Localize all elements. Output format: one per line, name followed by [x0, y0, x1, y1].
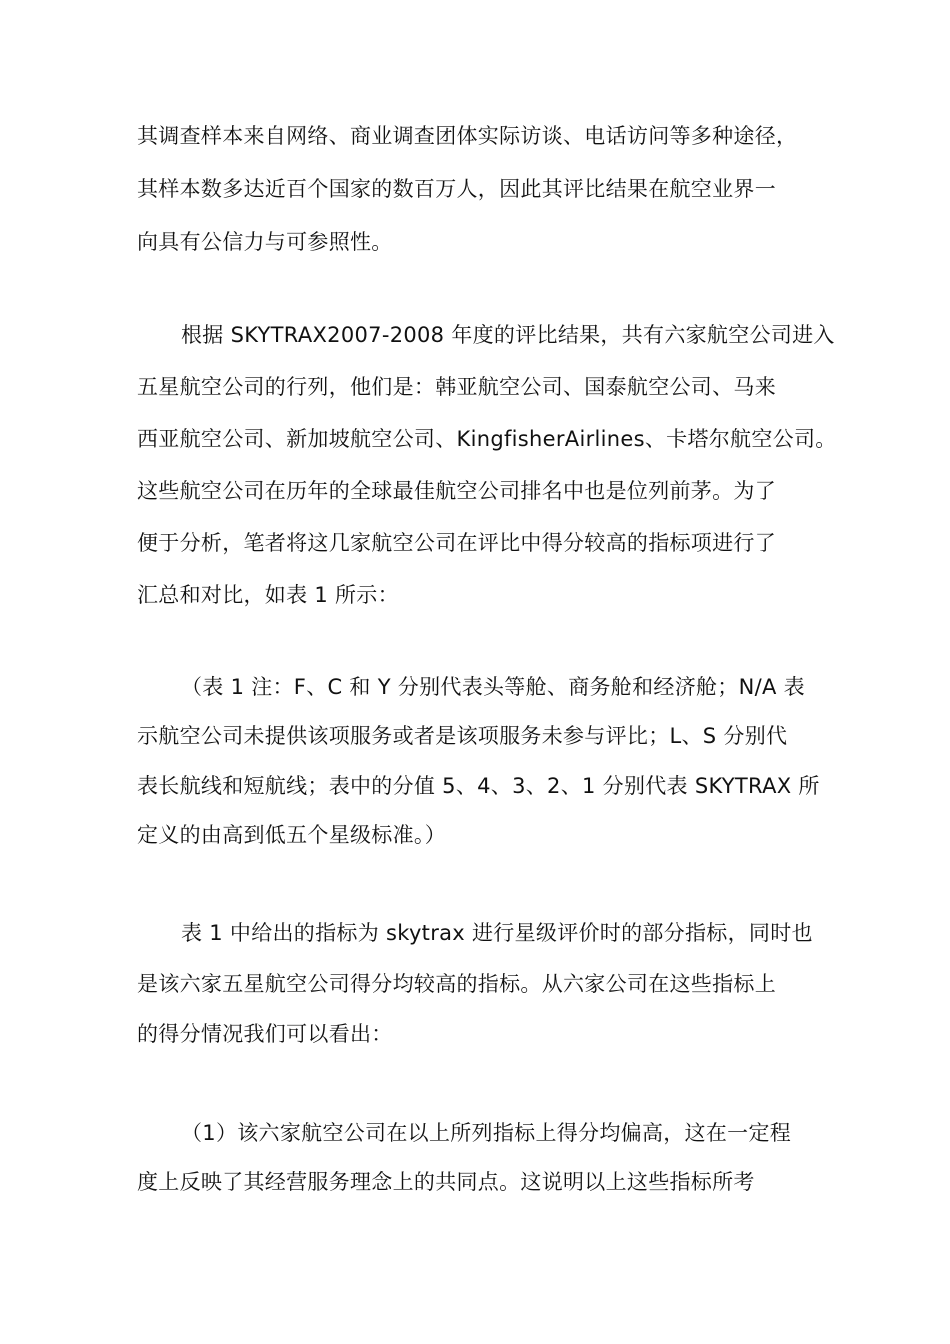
paragraph-3-line-2: 示航空公司未提供该项服务或者是该项服务未参与评比；L、S 分别代: [137, 724, 788, 748]
paragraph-3-line-4: 定义的由高到低五个星级标准。）: [137, 823, 446, 847]
paragraph-2-line-1: 根据 SKYTRAX2007-2008 年度的评比结果，共有六家航空公司进入: [181, 323, 835, 347]
paragraph-2-line-6: 汇总和对比，如表 1 所示：: [137, 583, 399, 607]
paragraph-4-line-1: 表 1 中给出的指标为 skytrax 进行星级评价时的部分指标，同时也: [181, 921, 813, 945]
paragraph-2-line-3: 西亚航空公司、新加坡航空公司、KingfisherAirlines、卡塔尔航空公司。: [137, 427, 837, 451]
paragraph-4-line-2: 是该六家五星航空公司得分均较高的指标。从六家公司在这些指标上: [137, 972, 776, 996]
paragraph-5-line-2: 度上反映了其经营服务理念上的共同点。这说明以上这些指标所考: [137, 1170, 755, 1194]
paragraph-4-line-3: 的得分情况我们可以看出：: [137, 1022, 393, 1046]
paragraph-2-line-2: 五星航空公司的行列，他们是：韩亚航空公司、国泰航空公司、马来: [137, 375, 776, 399]
paragraph-2-line-5: 便于分析，笔者将这几家航空公司在评比中得分较高的指标项进行了: [137, 531, 776, 555]
paragraph-2-line-4: 这些航空公司在历年的全球最佳航空公司排名中也是位列前茅。为了: [137, 479, 776, 503]
paragraph-1-line-2: 其样本数多达近百个国家的数百万人，因此其评比结果在航空业界一: [137, 177, 776, 201]
paragraph-5-line-1: （1）该六家航空公司在以上所列指标上得分均偏高，这在一定程: [181, 1121, 792, 1145]
paragraph-3-line-1: （表 1 注：F、C 和 Y 分别代表头等舱、商务舱和经济舱；N/A 表: [181, 675, 805, 699]
paragraph-3-line-3: 表长航线和短航线；表中的分值 5、4、3、2、1 分别代表 SKYTRAX 所: [137, 774, 820, 798]
paragraph-1-line-3: 向具有公信力与可参照性。: [137, 230, 393, 254]
paragraph-1-line-1: 其调查样本来自网络、商业调查团体实际访谈、电话访问等多种途径，: [137, 124, 798, 148]
